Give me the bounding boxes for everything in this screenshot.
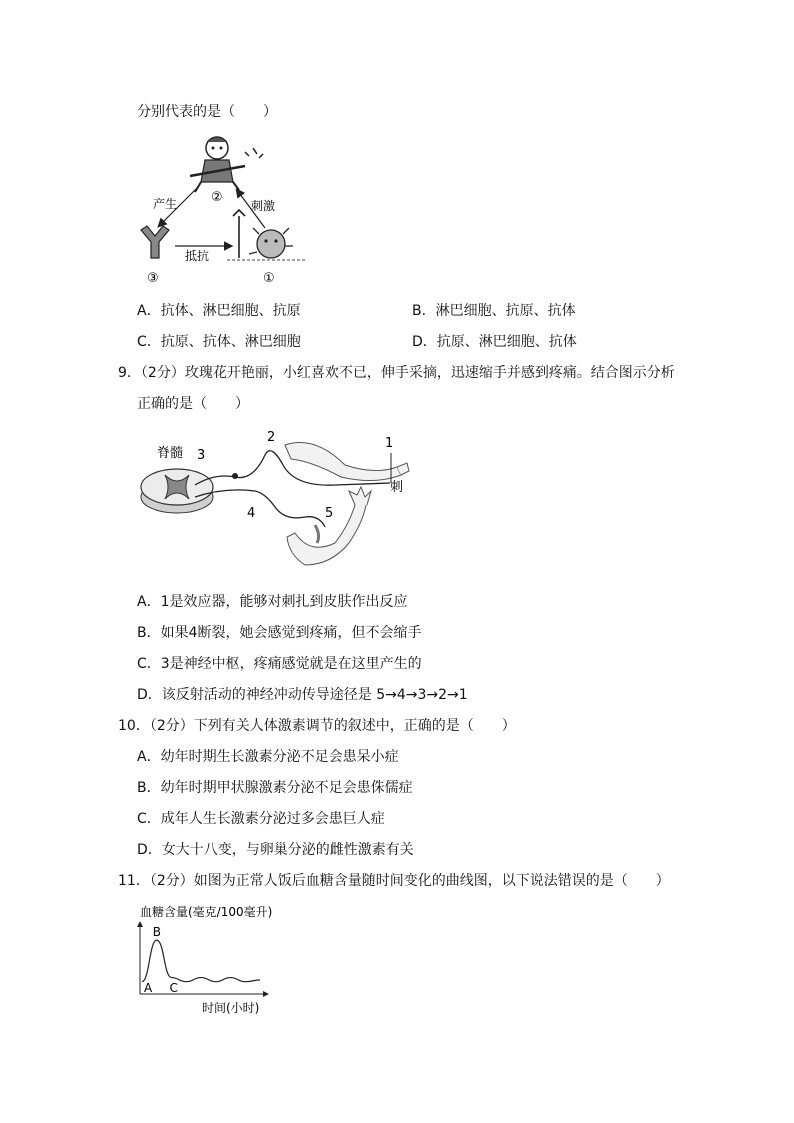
q10-option-a[interactable]: A．幼年时期生长激素分泌不足会患呆小症 — [137, 749, 399, 765]
q8-option-a[interactable]: A．抗体、淋巴细胞、抗原 — [137, 303, 301, 319]
q10-option-b[interactable]: B．幼年时期甲状腺激素分泌不足会患侏儒症 — [137, 780, 413, 796]
q9-label-spine: 脊髓 — [157, 446, 184, 461]
q9-label-thorn: 刺 — [390, 480, 404, 495]
q8-label-stimulate: 刺激 — [251, 199, 276, 213]
q10-option-d[interactable]: D．女大十八变，与卵巢分泌的雌性激素有关 — [137, 842, 414, 858]
q9-option-b[interactable]: B．如果4断裂，她会感觉到疼痛，但不会缩手 — [137, 625, 422, 641]
q9-label-n2: 2 — [267, 430, 276, 445]
q8-label-num3: ③ — [147, 271, 159, 286]
q8-label-resist: 抵抗 — [185, 249, 210, 263]
q8-option-d[interactable]: D．抗原、淋巴细胞、抗体 — [412, 334, 577, 350]
q9-stem-line2: 正确的是（ ） — [137, 396, 249, 412]
q9-option-c[interactable]: C．3是神经中枢，疼痛感觉就是在这里产生的 — [137, 656, 422, 672]
q8-option-b[interactable]: B．淋巴细胞、抗原、抗体 — [412, 303, 576, 319]
q11-stem: 11．（2分）如图为正常人饭后血糖含量随时间变化的曲线图，以下说法错误的是（ ） — [118, 873, 670, 889]
q10-stem: 10．（2分）下列有关人体激素调节的叙述中，正确的是（ ） — [118, 718, 516, 734]
q8-label-produce: 产生 — [153, 197, 178, 211]
q8-label-num2: ② — [211, 190, 223, 205]
q9-label-n4: 4 — [247, 506, 256, 521]
q9-label-n3: 3 — [197, 448, 206, 463]
q11-blood-sugar-chart — [128, 900, 288, 1018]
chart-point-label-a: A — [144, 981, 153, 995]
q9-reflex-arc-figure — [135, 425, 425, 580]
q9-option-a[interactable]: A．1是效应器，能够对刺扎到皮肤作出反应 — [137, 594, 408, 610]
q8-stem-tail: 分别代表的是（ ） — [137, 104, 277, 120]
antibody-figure — [141, 226, 169, 258]
antigen-figure — [227, 210, 305, 260]
q8-label-num1: ① — [263, 271, 275, 286]
q9-stem-line1: 9．（2分）玫瑰花开艳丽，小红喜欢不已，伸手采摘，迅速缩手并感到疼痛。结合图示分析 — [118, 365, 675, 381]
lymphocyte-figure — [190, 137, 263, 192]
spinal-cord-section — [141, 469, 213, 513]
chart-ylabel: 血糖含量(毫克/100毫升) — [140, 905, 273, 919]
q8-immune-figure — [135, 130, 315, 290]
q8-option-c[interactable]: C．抗原、抗体、淋巴细胞 — [137, 334, 301, 350]
q10-option-c[interactable]: C．成年人生长激素分泌过多会患巨人症 — [137, 811, 385, 827]
chart-line-series — [142, 940, 260, 982]
chart-xlabel: 时间(小时) — [202, 1001, 260, 1015]
motor-nerve — [195, 490, 325, 527]
chart-point-label-c: C — [169, 981, 178, 995]
q9-label-n1: 1 — [385, 436, 394, 451]
chart-point-label-b: B — [152, 925, 161, 940]
q9-label-n5: 5 — [325, 506, 334, 521]
q9-option-d[interactable]: D．该反射活动的神经冲动传导途径是 5→4→3→2→1 — [137, 687, 468, 703]
